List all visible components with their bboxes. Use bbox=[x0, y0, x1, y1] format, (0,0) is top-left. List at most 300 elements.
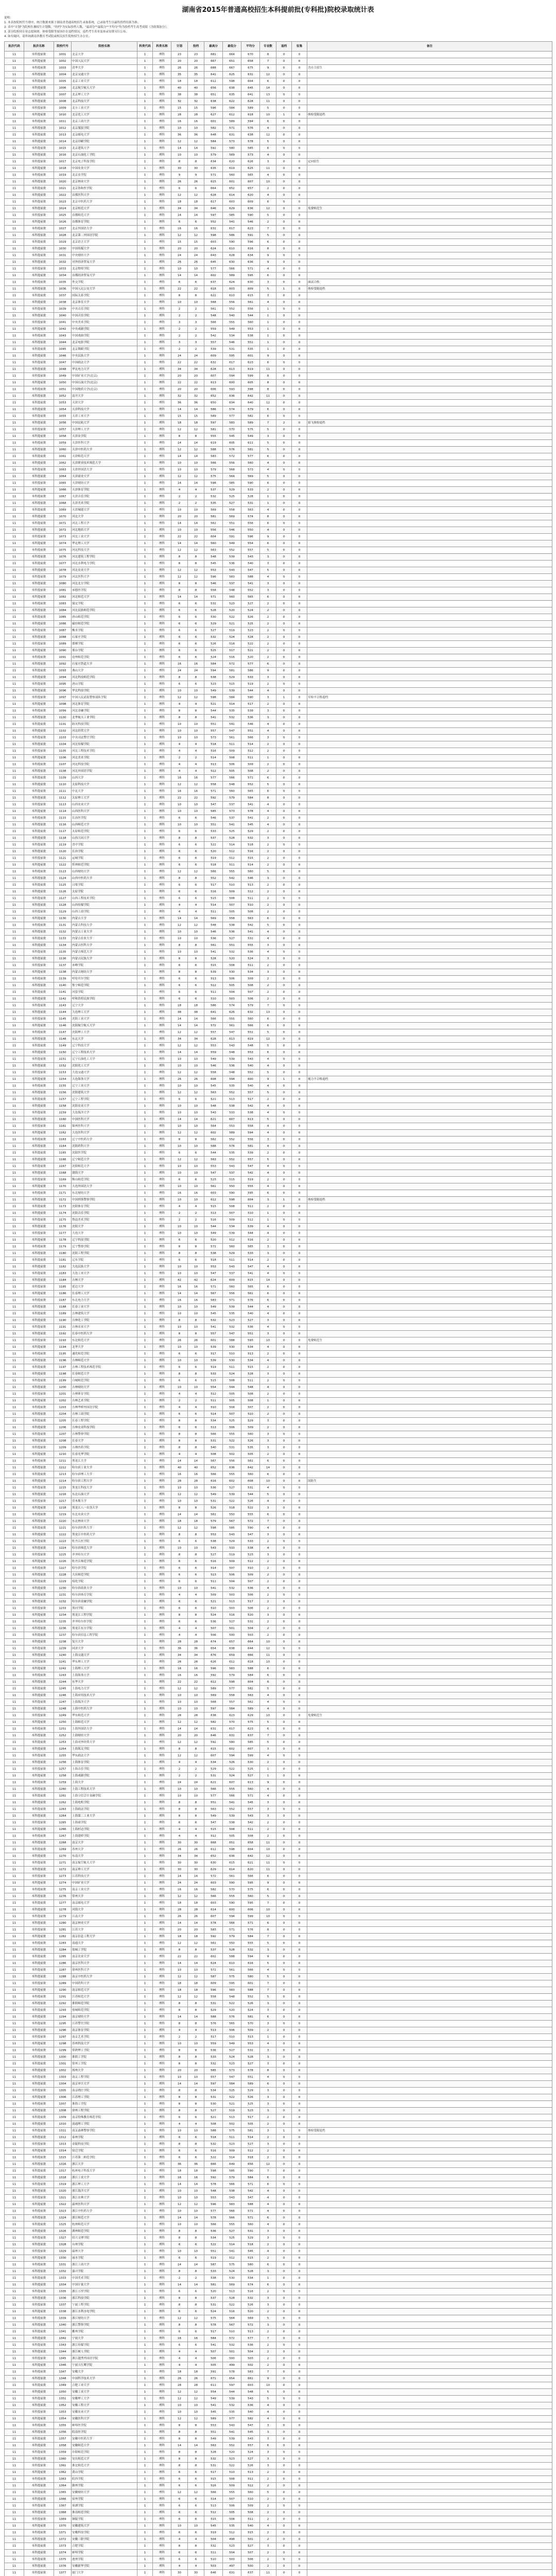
table-cell: 0 bbox=[276, 1625, 292, 1632]
table-cell: 11 bbox=[5, 1987, 24, 1994]
table-cell: 537 bbox=[223, 1170, 241, 1177]
table-cell: 571 bbox=[204, 594, 223, 601]
table-cell: 1088 bbox=[54, 634, 72, 641]
table-cell: 本科提前批 bbox=[24, 467, 54, 473]
table-cell: 11 bbox=[5, 1599, 24, 1605]
table-cell: 631 bbox=[223, 132, 241, 139]
table-cell: 6 bbox=[188, 601, 204, 607]
table-cell: 0 bbox=[276, 393, 292, 400]
table-cell: 28 bbox=[188, 1639, 204, 1646]
table-cell: 1 bbox=[137, 2021, 153, 2027]
table-cell: 0 bbox=[276, 1746, 292, 1753]
table-cell: 541 bbox=[223, 1800, 241, 1806]
table-cell: 1 bbox=[137, 828, 153, 835]
table-cell: 0 bbox=[276, 152, 292, 159]
table-cell: 538 bbox=[241, 1545, 260, 1552]
table-cell: 1014 bbox=[54, 139, 72, 145]
table-cell: 0 bbox=[276, 1177, 292, 1183]
table-cell: 天津医科大学 bbox=[72, 440, 137, 447]
table-cell: 575 bbox=[241, 427, 260, 433]
table-cell: 1 bbox=[137, 1947, 153, 1954]
table-cell: 592 bbox=[204, 1934, 223, 1940]
table-cell bbox=[307, 1411, 552, 1418]
table-cell: 579 bbox=[204, 152, 223, 159]
table-cell: 1 bbox=[137, 1800, 153, 1806]
table-cell: 1220 bbox=[54, 1518, 72, 1525]
table-cell: 609 bbox=[241, 199, 260, 206]
table-cell: 6 bbox=[260, 1873, 276, 1880]
table-cell: 36 bbox=[171, 1646, 188, 1652]
table-cell: 2 bbox=[171, 313, 188, 319]
table-cell: 0 bbox=[276, 206, 292, 212]
table-cell: 苏州科技大学 bbox=[72, 2041, 137, 2047]
table-cell: 1193 bbox=[54, 1337, 72, 1344]
table-cell: 28 bbox=[188, 1478, 204, 1485]
table-cell: 理科 bbox=[153, 962, 171, 969]
table-cell: 4 bbox=[260, 1384, 276, 1391]
table-row bbox=[5, 795, 552, 802]
table-cell: 南京财经大学 bbox=[72, 2014, 137, 2021]
table-cell bbox=[307, 962, 552, 969]
table-row bbox=[5, 507, 552, 514]
table-cell bbox=[307, 795, 552, 802]
table-cell: 8 bbox=[171, 1532, 188, 1538]
table-cell: 本科提前批 bbox=[24, 1465, 54, 1471]
table-cell: 0 bbox=[276, 1907, 292, 1913]
table-cell: 本科提前批 bbox=[24, 239, 54, 246]
table-cell: 7 bbox=[260, 58, 276, 65]
table-cell: 本科提前批 bbox=[24, 1217, 54, 1224]
table-cell: 0 bbox=[276, 139, 292, 145]
table-cell: 1 bbox=[137, 641, 153, 648]
table-cell: 545 bbox=[204, 561, 223, 567]
table-cell: 6 bbox=[171, 1378, 188, 1384]
table-cell: 1 bbox=[137, 1270, 153, 1277]
table-cell: 1 bbox=[137, 949, 153, 956]
table-cell: 581 bbox=[204, 427, 223, 433]
table-cell: 11 bbox=[5, 715, 24, 721]
table-cell: 0 bbox=[292, 1083, 307, 1090]
table-cell: 504 bbox=[223, 1579, 241, 1585]
table-cell: 0 bbox=[292, 1364, 307, 1371]
table-cell: 理科 bbox=[153, 1753, 171, 1759]
table-cell: 14 bbox=[171, 1116, 188, 1123]
table-cell bbox=[307, 1686, 552, 1692]
table-cell: 564 bbox=[204, 1123, 223, 1130]
table-row bbox=[5, 1867, 552, 1873]
table-cell: 8 bbox=[188, 1947, 204, 1954]
table-cell: 理科 bbox=[153, 1806, 171, 1813]
table-cell: 576 bbox=[241, 1927, 260, 1934]
table-row bbox=[5, 1860, 552, 1867]
table-cell: 理科 bbox=[153, 172, 171, 179]
table-row bbox=[5, 112, 552, 118]
table-cell: 本科提前批 bbox=[24, 1934, 54, 1940]
table-cell: 天津商业大学 bbox=[72, 473, 137, 480]
table-cell: 14 bbox=[188, 1920, 204, 1927]
table-cell: 理科 bbox=[153, 815, 171, 822]
table-cell: 16 bbox=[188, 788, 204, 795]
table-cell: 1 bbox=[137, 1297, 153, 1304]
table-cell: 本科提前批 bbox=[24, 1110, 54, 1116]
table-cell: 509 bbox=[241, 761, 260, 768]
table-cell: 1025 bbox=[54, 212, 72, 219]
table-cell: 11 bbox=[5, 1900, 24, 1907]
table-cell: 上海立信会计金融学院 bbox=[72, 1793, 137, 1800]
table-cell: 12 bbox=[171, 1940, 188, 1947]
table-cell: 579 bbox=[241, 1003, 260, 1009]
table-cell: 568 bbox=[204, 299, 223, 306]
table-cell: 30 bbox=[188, 1840, 204, 1846]
table-cell: 1246 bbox=[54, 1692, 72, 1699]
table-cell: 本科提前批 bbox=[24, 1096, 54, 1103]
table-cell: 637 bbox=[204, 279, 223, 286]
table-cell: 免费师范生 bbox=[307, 206, 552, 212]
table-cell: 2 bbox=[260, 1579, 276, 1585]
table-row bbox=[5, 1492, 552, 1498]
table-cell: 8 bbox=[188, 1813, 204, 1820]
table-cell: 10 bbox=[171, 1699, 188, 1706]
table-cell: 1 bbox=[137, 1934, 153, 1940]
table-cell: 6 bbox=[260, 2014, 276, 2021]
table-cell: 本科提前批 bbox=[24, 2054, 54, 2061]
table-cell: 0 bbox=[292, 815, 307, 822]
table-cell: 1077 bbox=[54, 561, 72, 567]
table-cell: 613 bbox=[223, 366, 241, 373]
table-cell: 本科提前批 bbox=[24, 192, 54, 199]
table-cell: 508 bbox=[223, 1826, 241, 1833]
table-cell: 583 bbox=[223, 574, 241, 581]
table-cell: 571 bbox=[204, 172, 223, 179]
table-cell: 本科提前批 bbox=[24, 494, 54, 500]
table-cell: 11 bbox=[5, 1646, 24, 1652]
table-cell: 0 bbox=[292, 554, 307, 561]
table-cell: 天津城建大学 bbox=[72, 507, 137, 514]
table-cell: 5 bbox=[260, 1974, 276, 1980]
table-cell: 0 bbox=[292, 741, 307, 748]
table-cell: 0 bbox=[292, 1934, 307, 1940]
table-cell: 11 bbox=[5, 1612, 24, 1619]
table-cell: 6 bbox=[171, 279, 188, 286]
table-cell: 1 bbox=[276, 1076, 292, 1083]
table-cell: 理科 bbox=[153, 1759, 171, 1766]
table-cell: 1218 bbox=[54, 1505, 72, 1512]
table-cell: 0 bbox=[276, 92, 292, 98]
table-cell: 509 bbox=[241, 2027, 260, 2034]
table-cell: 549 bbox=[223, 540, 241, 547]
table-cell bbox=[307, 674, 552, 681]
table-cell: 燕山大学 bbox=[72, 668, 137, 674]
table-cell: 12 bbox=[171, 1719, 188, 1726]
table-cell: 565 bbox=[241, 594, 260, 601]
table-cell: 6 bbox=[260, 145, 276, 152]
table-cell: 586 bbox=[223, 232, 241, 239]
table-cell: 26 bbox=[188, 1337, 204, 1344]
table-row bbox=[5, 1224, 552, 1230]
table-row bbox=[5, 1137, 552, 1143]
table-cell: 1 bbox=[137, 226, 153, 232]
table-cell: 0 bbox=[292, 346, 307, 353]
table-row bbox=[5, 400, 552, 406]
table-cell: 本科提前批 bbox=[24, 152, 54, 159]
table-cell: 理科 bbox=[153, 132, 171, 139]
table-cell: 536 bbox=[204, 2047, 223, 2054]
table-row bbox=[5, 293, 552, 299]
table-cell: 0 bbox=[292, 1538, 307, 1545]
table-cell: 4 bbox=[188, 1391, 204, 1398]
table-cell: 11 bbox=[5, 1525, 24, 1532]
table-cell: 6 bbox=[260, 775, 276, 782]
table-cell: 578 bbox=[241, 808, 260, 815]
table-cell: 0 bbox=[276, 2067, 292, 2074]
table-cell: 11 bbox=[5, 1659, 24, 1666]
table-cell: 11 bbox=[5, 849, 24, 855]
table-cell: 572 bbox=[241, 1518, 260, 1525]
table-cell: 本科提前批 bbox=[24, 1532, 54, 1538]
table-cell: 理科 bbox=[153, 1800, 171, 1806]
table-cell: 1 bbox=[137, 1706, 153, 1713]
table-cell: 0 bbox=[292, 594, 307, 601]
table-cell: 8 bbox=[188, 2007, 204, 2014]
table-cell: 10 bbox=[171, 1967, 188, 1974]
table-cell: 南京邮电大学 bbox=[72, 1900, 137, 1907]
table-cell: 636 bbox=[241, 259, 260, 266]
table-cell: 1111 bbox=[54, 788, 72, 795]
table-cell: 0 bbox=[292, 293, 307, 299]
table-cell: 0 bbox=[292, 145, 307, 152]
table-cell: 3 bbox=[260, 433, 276, 440]
table-cell: 26 bbox=[188, 259, 204, 266]
table-cell: 42 bbox=[188, 1277, 204, 1284]
table-cell: 16 bbox=[171, 788, 188, 795]
table-row bbox=[5, 1887, 552, 1893]
table-cell: 4 bbox=[260, 172, 276, 179]
table-cell: 602 bbox=[204, 1130, 223, 1137]
table-row bbox=[5, 1994, 552, 2001]
table-cell: 2 bbox=[171, 326, 188, 333]
table-cell: 理科 bbox=[153, 648, 171, 654]
table-cell: 26 bbox=[188, 1913, 204, 1920]
table-cell: 理科 bbox=[153, 554, 171, 561]
table-cell: 566 bbox=[204, 869, 223, 875]
table-cell: 0 bbox=[292, 1277, 307, 1284]
table-cell: 6 bbox=[188, 1096, 204, 1103]
table-cell: 11 bbox=[5, 688, 24, 694]
table-cell bbox=[307, 875, 552, 882]
table-cell bbox=[307, 1210, 552, 1217]
table-cell: 0 bbox=[276, 1364, 292, 1371]
table-cell: 20 bbox=[171, 1927, 188, 1934]
table-cell: 11 bbox=[5, 1250, 24, 1257]
table-row bbox=[5, 855, 552, 862]
table-cell: 588 bbox=[204, 2014, 223, 2021]
table-cell: 5 bbox=[260, 286, 276, 293]
table-cell: 508 bbox=[223, 1378, 241, 1384]
table-cell: 8 bbox=[171, 969, 188, 976]
table-cell: 588 bbox=[241, 574, 260, 581]
table-cell: 本科提前批 bbox=[24, 1391, 54, 1398]
table-cell: 10 bbox=[260, 1913, 276, 1920]
table-cell: 6 bbox=[260, 273, 276, 279]
table-cell: 11 bbox=[5, 1190, 24, 1197]
table-cell bbox=[307, 1250, 552, 1257]
table-cell: 本科提前批 bbox=[24, 936, 54, 942]
table-cell: 理科 bbox=[153, 440, 171, 447]
table-cell: 1 bbox=[137, 1974, 153, 1980]
table-cell: 理科 bbox=[153, 1170, 171, 1177]
table-cell: 0 bbox=[292, 1023, 307, 1029]
table-cell: 吉林农业大学 bbox=[72, 1324, 137, 1331]
table-row bbox=[5, 1920, 552, 1927]
table-cell: 11 bbox=[5, 862, 24, 869]
table-cell: 11 bbox=[5, 1150, 24, 1157]
table-cell: 6 bbox=[188, 976, 204, 982]
table-cell bbox=[307, 1425, 552, 1431]
table-cell: 北京工业大学 bbox=[72, 78, 137, 85]
table-cell: 11 bbox=[5, 1840, 24, 1846]
table-cell: 1251 bbox=[54, 1726, 72, 1733]
table-row bbox=[5, 1840, 552, 1846]
table-cell: 徐州医科大学 bbox=[72, 1967, 137, 1974]
table-cell: 512 bbox=[241, 1217, 260, 1224]
table-cell: 11 bbox=[5, 1411, 24, 1418]
table-cell: 3 bbox=[260, 1746, 276, 1753]
table-cell: 1280 bbox=[54, 1920, 72, 1927]
table-cell: 理科 bbox=[153, 1009, 171, 1016]
table-cell: 0 bbox=[292, 1659, 307, 1666]
table-cell: 14 bbox=[188, 1291, 204, 1297]
table-cell: 河北地质大学 bbox=[72, 527, 137, 534]
table-cell: 2 bbox=[260, 1096, 276, 1103]
table-row bbox=[5, 1277, 552, 1284]
table-cell bbox=[307, 547, 552, 554]
table-cell: 11 bbox=[5, 333, 24, 340]
table-cell: 10 bbox=[188, 1485, 204, 1492]
table-cell: 4 bbox=[260, 1163, 276, 1170]
table-cell: 0 bbox=[276, 1230, 292, 1237]
table-cell: 本科提前批 bbox=[24, 165, 54, 172]
table-cell: 507 bbox=[223, 1411, 241, 1418]
table-cell: 3 bbox=[260, 2101, 276, 2108]
table-cell: 1 bbox=[137, 2081, 153, 2088]
table-cell: 1182 bbox=[54, 1264, 72, 1270]
table-row bbox=[5, 2001, 552, 2007]
table-cell: 8 bbox=[171, 715, 188, 721]
table-cell: 6 bbox=[188, 607, 204, 614]
table-cell: 522 bbox=[223, 1498, 241, 1505]
table-cell: 516 bbox=[204, 1217, 223, 1224]
table-cell: 6 bbox=[171, 842, 188, 849]
table-cell: 11 bbox=[5, 1311, 24, 1317]
table-cell: 595 bbox=[241, 1190, 260, 1197]
table-cell: 本科提前批 bbox=[24, 1579, 54, 1585]
table-cell: 534 bbox=[241, 1358, 260, 1364]
table-cell: 510 bbox=[204, 1605, 223, 1612]
table-cell: 本科提前批 bbox=[24, 1250, 54, 1257]
table-cell: 1119 bbox=[54, 842, 72, 849]
table-cell: 24 bbox=[188, 353, 204, 360]
table-cell: 2 bbox=[260, 1759, 276, 1766]
table-cell: 8 bbox=[171, 1250, 188, 1257]
table-cell: 0 bbox=[292, 1525, 307, 1532]
table-cell: 511 bbox=[241, 1826, 260, 1833]
table-cell: 本科提前批 bbox=[24, 976, 54, 982]
table-cell: 6 bbox=[171, 1364, 188, 1371]
table-cell bbox=[307, 681, 552, 688]
table-cell: 11 bbox=[5, 319, 24, 326]
table-row bbox=[5, 835, 552, 842]
table-cell: 上海商学院 bbox=[72, 1820, 137, 1826]
table-cell: 584 bbox=[204, 661, 223, 668]
table-row bbox=[5, 1893, 552, 1900]
table-cell: 567 bbox=[204, 1291, 223, 1297]
table-cell: 上海师范大学 bbox=[72, 1719, 137, 1726]
table-cell: 0 bbox=[276, 607, 292, 614]
table-cell: 东北林业大学 bbox=[72, 1518, 137, 1525]
table-cell: 华东政法大学 bbox=[72, 1753, 137, 1759]
table-cell: 586 bbox=[204, 1003, 223, 1009]
table-cell: 天津农学院 bbox=[72, 433, 137, 440]
table-cell: 1021 bbox=[54, 185, 72, 192]
table-cell: 545 bbox=[223, 433, 241, 440]
table-cell: 0 bbox=[292, 654, 307, 661]
table-cell: 3 bbox=[260, 1813, 276, 1820]
table-cell: 1304 bbox=[54, 2081, 72, 2088]
table-cell: 619 bbox=[204, 440, 223, 447]
table-cell: 1067 bbox=[54, 494, 72, 500]
table-cell: 28 bbox=[171, 1639, 188, 1646]
table-cell: 南京艺术学院 bbox=[72, 2034, 137, 2041]
table-cell: 579 bbox=[241, 406, 260, 413]
table-cell: 0 bbox=[292, 219, 307, 226]
table-cell: 本科提前批 bbox=[24, 1686, 54, 1692]
table-cell: 理科 bbox=[153, 252, 171, 259]
table-cell: 528 bbox=[241, 2054, 260, 2061]
table-cell: 531 bbox=[223, 346, 241, 353]
table-cell: 1 bbox=[137, 1244, 153, 1250]
table-cell: 11 bbox=[5, 467, 24, 473]
table-cell: 615 bbox=[241, 1277, 260, 1284]
table-cell: 0 bbox=[292, 1699, 307, 1706]
table-row bbox=[5, 1257, 552, 1264]
table-cell: 理科 bbox=[153, 413, 171, 420]
table-cell: 6 bbox=[260, 1016, 276, 1023]
table-cell: 理科 bbox=[153, 333, 171, 340]
table-cell: 南京体育学院 bbox=[72, 2027, 137, 2034]
table-cell: 本科提前批 bbox=[24, 1599, 54, 1605]
table-cell: 1 bbox=[137, 1525, 153, 1532]
table-cell: 1216 bbox=[54, 1492, 72, 1498]
table-cell bbox=[307, 2054, 552, 2061]
table-cell: 16 bbox=[171, 1672, 188, 1679]
table-cell: 0 bbox=[292, 701, 307, 708]
table-cell: 549 bbox=[204, 1492, 223, 1498]
table-cell: 本科提前批 bbox=[24, 400, 54, 406]
table-cell: 2 bbox=[188, 326, 204, 333]
table-row bbox=[5, 326, 552, 333]
table-cell: 理科 bbox=[153, 386, 171, 393]
table-row bbox=[5, 125, 552, 132]
table-cell bbox=[307, 661, 552, 668]
table-cell: 12 bbox=[171, 547, 188, 554]
table-cell: 理科 bbox=[153, 1036, 171, 1043]
table-cell: 0 bbox=[276, 1994, 292, 2001]
table-cell: 638 bbox=[223, 85, 241, 92]
table-cell: 577 bbox=[241, 661, 260, 668]
table-cell: 1 bbox=[137, 1739, 153, 1746]
table-cell: 0 bbox=[276, 366, 292, 373]
table-cell: 0 bbox=[292, 1170, 307, 1177]
